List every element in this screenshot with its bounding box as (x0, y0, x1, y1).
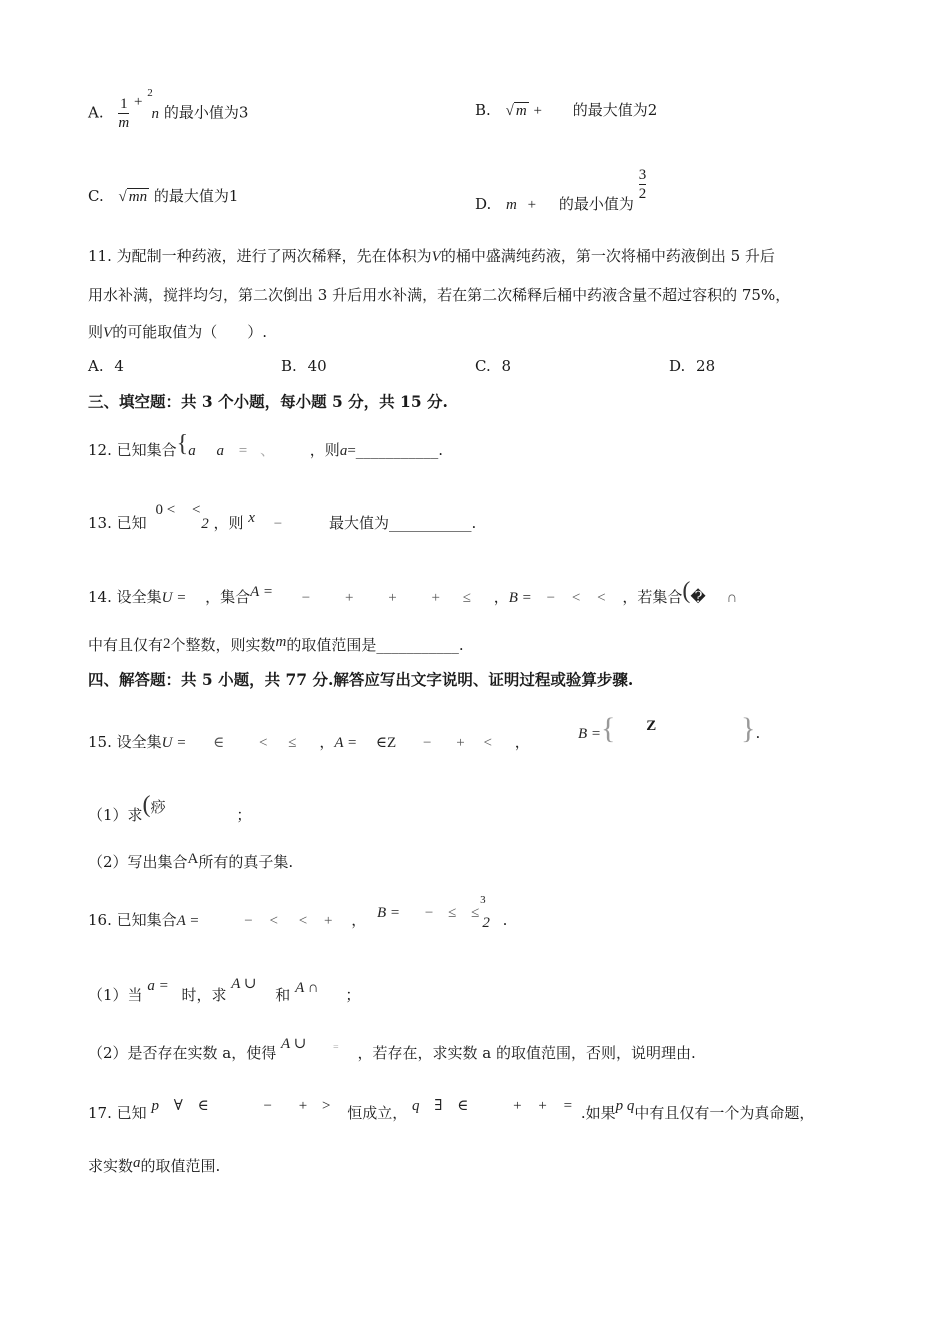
element-of: ∈ (197, 1098, 209, 1114)
option-d (475, 160, 647, 213)
period: . (438, 441, 444, 459)
fraction (118, 95, 129, 132)
minus-sign: − (273, 516, 283, 532)
answer-blank[interactable]: ___________ (388, 514, 472, 532)
q11-line3 (88, 322, 267, 343)
union-expression: A ∪ (231, 976, 257, 992)
option-label: D. (475, 194, 492, 213)
integer-set-z: Z (646, 718, 657, 734)
q13 (88, 502, 477, 534)
q17-text: .如果 (580, 1104, 616, 1122)
q11-option-b (281, 356, 327, 376)
q17-line2 (88, 1156, 220, 1177)
q11-text-c: 用水补满，搅拌均匀，第二次倒出 3 升后用水补满，若在第二次稀释后桶中药液含量不超过容积的 75%， (88, 286, 791, 304)
option-text: 的最小值为 (558, 194, 634, 213)
math-op: < (269, 913, 278, 929)
variable-m: m (506, 196, 517, 213)
option-label: B. (281, 357, 297, 375)
q16-sub1 (88, 976, 361, 1006)
q17-text: 中有且仅有一个为真命题， (634, 1104, 815, 1122)
frac-numerator: 3 (638, 167, 647, 183)
math-op: ≤ (288, 735, 297, 751)
glyph: � (690, 590, 706, 606)
section-heading: 四、解答题：共 5 小题，共 77 分.解答应写出文字说明、证明过程或验算步骤. (88, 670, 634, 689)
q13-text: 已知 (116, 514, 147, 532)
option-label: D. (669, 357, 686, 375)
q11-text-d: 则 (88, 323, 104, 341)
set-b: B = (508, 590, 532, 606)
fraction-denominator: 2 (482, 915, 490, 931)
math-op: ≤ (462, 590, 471, 606)
q15-set-b: B ={ Z }. (578, 712, 761, 745)
math-op: ∈Z (375, 735, 397, 751)
plus-sign: + (527, 196, 537, 213)
math-op: − (301, 590, 311, 606)
q17-text: 恒成立， (347, 1104, 408, 1122)
propositions-pq: p q (615, 1098, 635, 1114)
math-op: − (244, 913, 253, 929)
q14-text: 中有且仅有 (88, 636, 164, 654)
q12: 12. 已知集合{a a = 、 ，则a=___________. (88, 431, 444, 459)
math-op: ≤ (471, 905, 480, 921)
question-number: 15. (88, 733, 112, 751)
option-label: C. (475, 357, 491, 375)
variable-a: a (339, 443, 348, 459)
sub-question-label: （1）当 (88, 986, 143, 1004)
math-op: > (321, 1098, 331, 1114)
exists-symbol: ∃ (434, 1098, 443, 1114)
answer-blank[interactable]: ___________ (355, 441, 439, 459)
set-a: A = (250, 584, 273, 600)
q16-sub2 (88, 1036, 696, 1066)
math-op: + (431, 590, 440, 606)
q12-text: 已知集合 (116, 441, 177, 459)
period: . (458, 636, 464, 654)
variable-a: a (133, 1155, 141, 1171)
set-u: U = (161, 735, 187, 751)
math-op: < (298, 913, 308, 929)
plus-sign: + (134, 93, 143, 110)
question-number: 13. (88, 514, 112, 532)
math-op: − (546, 590, 556, 606)
math-op: + (538, 1098, 547, 1114)
inequality-left: 0 < (155, 502, 176, 518)
math-op: − (263, 1098, 272, 1114)
number: 2 (163, 636, 171, 652)
question-number: 14. (88, 588, 112, 606)
math-op: − (424, 905, 434, 921)
variable-n: n (151, 105, 160, 122)
math-op: + (344, 590, 354, 606)
condition-a: a = (147, 978, 169, 994)
sub-question-text: 所有的真子集. (198, 853, 294, 871)
q11-option-d (669, 356, 715, 376)
set-a: A = (334, 735, 358, 751)
plus-sign: + (533, 103, 542, 119)
variable-v: V (431, 249, 441, 265)
q15-text: 设全集 (116, 733, 162, 751)
q14-text: 设全集 (116, 588, 162, 606)
sub-question-label: （1）求 (88, 806, 143, 824)
set-u: U = (161, 590, 187, 606)
option-b (475, 100, 657, 121)
option-label: A. (88, 103, 104, 122)
math-op: < (571, 590, 581, 606)
math-op: + (513, 1098, 522, 1114)
less-than: < (191, 502, 201, 518)
q15-sub2 (88, 852, 293, 873)
question-number: 17. (88, 1104, 112, 1122)
q13-text: 最大值为 (328, 514, 389, 532)
math-op: + (323, 913, 333, 929)
option-a (88, 86, 249, 132)
math-op: + (388, 590, 397, 606)
math-op: − (422, 735, 432, 751)
q11-text-a: 为配制一种药液，进行了两次稀释，先在体积为 (116, 247, 432, 265)
q17-text: 求实数 (88, 1157, 134, 1175)
q15: 15. 设全集U = ∈ < ≤ ，A = ∈Z − + < ， (88, 733, 530, 751)
frac-denominator: 2 (638, 186, 647, 202)
sub-question-text: 时，求 (181, 986, 227, 1004)
q14-text: 的取值范围是 (286, 636, 377, 654)
fraction (639, 166, 647, 203)
set-b: B = (578, 726, 602, 742)
union-expression: A ∪ (281, 1036, 307, 1052)
element-of: ∈ (457, 1098, 469, 1114)
forall-symbol: ∀ (173, 1098, 183, 1114)
math-op: ∈ (213, 735, 225, 751)
math-op: < (483, 735, 492, 751)
math-op: + (456, 735, 465, 751)
variable-a: a (188, 443, 196, 459)
q11-text-b: 的桶中盛满纯药液，第一次将桶中药液倒出 5 升后 (440, 247, 775, 265)
equals-sign: = (333, 1042, 339, 1053)
variable-x: x (248, 510, 255, 526)
variable-m: m (275, 634, 287, 650)
sqrt-expression: √ m (505, 103, 527, 119)
option-c (88, 186, 238, 207)
frac-numerator: 1 (120, 96, 128, 112)
math-op: < (597, 590, 606, 606)
section-heading: 三、填空题：共 3 个小题，每小题 5 分，共 15 分. (88, 392, 448, 411)
q11-option-c (475, 356, 511, 376)
option-label: C. (88, 187, 104, 205)
q11-line1 (88, 246, 775, 267)
superscript: 3 (480, 894, 486, 906)
option-label: B. (475, 101, 491, 119)
semicolon: ； (236, 806, 252, 824)
option-label: A. (88, 357, 104, 375)
period: . (502, 911, 508, 929)
q14-line2 (88, 635, 464, 656)
set-a: A (187, 851, 199, 867)
q14-text: ，若集合 (622, 588, 683, 606)
frac-denominator: m (118, 115, 130, 131)
q12-text: ，则 (309, 441, 340, 459)
complement-symbol: 痧 (150, 798, 166, 816)
sub-question-text: ，若存在，求实数 a 的取值范围，否则，说明理由. (357, 1044, 696, 1062)
set-b: B = (377, 905, 401, 921)
option-text: 的最大值为2 (572, 101, 658, 119)
math-op: = (563, 1098, 573, 1114)
q11-line2 (88, 285, 790, 305)
sub-question-text: （2）写出集合 (88, 853, 188, 871)
fraction-denominator: 2 (201, 516, 209, 532)
sub-question-text: （2）是否存在实数 a，使得 (88, 1044, 277, 1062)
variable-v: V (103, 325, 113, 341)
answer-blank[interactable]: ___________ (376, 636, 459, 654)
proposition-p: p (151, 1098, 159, 1114)
question-number: 12. (88, 441, 112, 459)
period: . (471, 514, 477, 532)
q16: 16. 已知集合A = − < < + ， B = − ≤ ≤ $^3$ 2 . (88, 894, 508, 931)
option-value: 40 (307, 357, 327, 375)
q13-text: ，则 (213, 514, 244, 532)
q17-text: 的取值范围. (140, 1157, 221, 1175)
q17-text: 已知 (116, 1104, 147, 1122)
option-value: 28 (696, 357, 716, 375)
question-number: 11. (88, 247, 112, 265)
intersection-expression: A ∩ (295, 980, 319, 996)
q14-text: ，集合 (205, 588, 251, 606)
superscript: 2 (147, 86, 153, 99)
q11-text-e: 的可能取值为（ ）. (112, 323, 267, 341)
equals-sign: = (238, 443, 248, 459)
sub-question-text: 和 (275, 986, 291, 1004)
math-op: < (259, 735, 268, 751)
set-a: A = (176, 913, 200, 929)
variable-a: a (216, 443, 224, 459)
separator: 、 (260, 443, 276, 459)
radicand: m (515, 103, 527, 119)
equals-sign: = (347, 443, 356, 459)
q16-text: 已知集合 (116, 911, 177, 929)
q11-option-a (88, 356, 124, 376)
q15-sub1: （1）求(痧 ； (88, 792, 252, 824)
option-text: 的最小值为3 (163, 103, 249, 122)
math-op: ≤ (448, 905, 457, 921)
option-value: 8 (501, 357, 512, 375)
proposition-q: q (412, 1098, 420, 1114)
sqrt-expression: √ mn (118, 189, 148, 205)
radicand: mn (128, 189, 148, 205)
q14-text: 个整数，则实数 (170, 636, 276, 654)
semicolon: ； (345, 986, 361, 1004)
intersection-sign: ∩ (726, 590, 738, 606)
option-text: 的最大值为1 (153, 187, 239, 205)
q17-line1 (88, 1098, 815, 1124)
period: . (755, 724, 761, 742)
question-number: 16. (88, 911, 112, 929)
q14-line1: 14. 设全集U = ，集合A = − + + + ≤ ，B = − < < ，若集合(� ∩ (88, 578, 738, 606)
math-op: + (298, 1098, 308, 1114)
option-value: 4 (114, 357, 124, 375)
